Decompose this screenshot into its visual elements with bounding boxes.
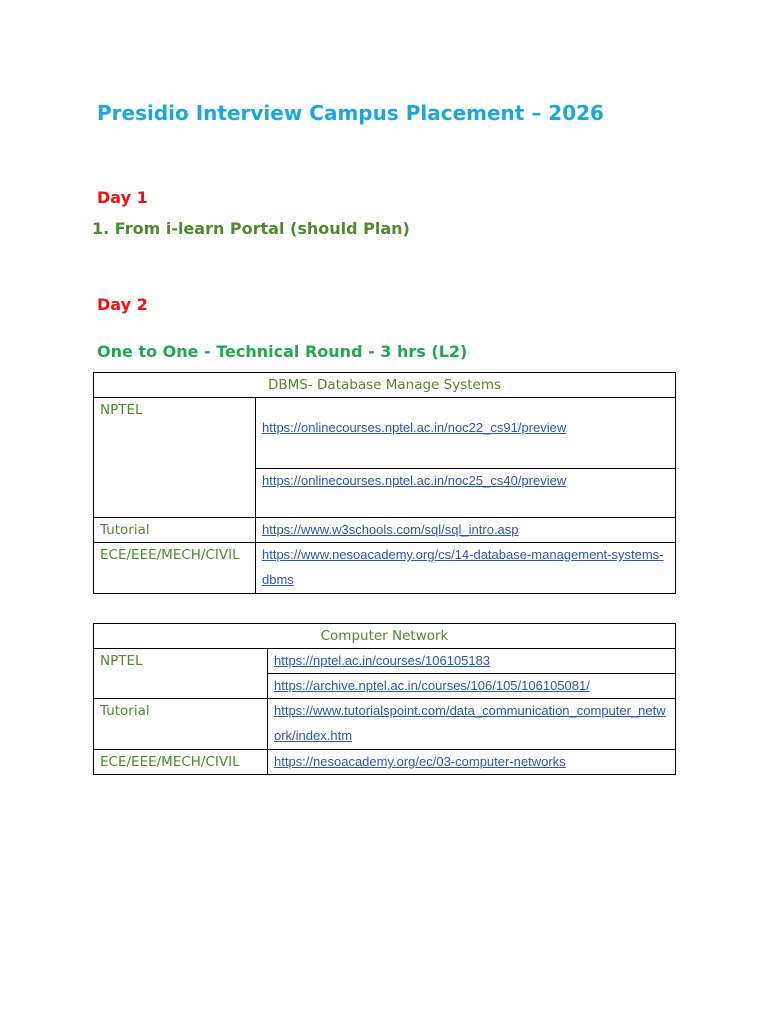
dbms-tutorial-link[interactable]: https://www.w3schools.com/sql/sql_intro.asp [262, 522, 519, 537]
day2-label: Day 2 [97, 295, 148, 314]
cn-nptel-link-2[interactable]: https://archive.nptel.ac.in/courses/106/105/106105081/ [274, 678, 590, 693]
day1-label: Day 1 [97, 188, 148, 207]
dbms-nptel-link-2[interactable]: https://onlinecourses.nptel.ac.in/noc25_cs40/preview [262, 473, 567, 488]
cn-tutorial-link[interactable]: https://www.tutorialspoint.com/data_communication_computer_network/index.htm [274, 703, 666, 743]
cn-table-caption: Computer Network [94, 624, 676, 649]
dbms-tutorial-cell [256, 518, 676, 543]
page-title: Presidio Interview Campus Placement – 2026 [97, 101, 604, 125]
dbms-branch-label: ECE/EEE/MECH/CIVIL [94, 543, 256, 594]
cn-nptel-cell-2 [268, 674, 676, 699]
cn-nptel-cell-1 [268, 649, 676, 674]
day1-item: 1. From i-learn Portal (should Plan) [92, 219, 410, 238]
cn-tutorial-cell [268, 699, 676, 750]
dbms-branch-link[interactable]: https://www.nesoacademy.org/cs/14-database-management-systems-dbms [262, 547, 664, 587]
cn-branch-cell [268, 750, 676, 775]
dbms-nptel-cell-2 [256, 469, 676, 518]
cn-nptel-link-1[interactable]: https://nptel.ac.in/courses/106105183 [274, 653, 491, 668]
cn-table [93, 623, 676, 775]
day2-subtitle: One to One - Technical Round - 3 hrs (L2) [97, 342, 468, 361]
dbms-nptel-link-1[interactable]: https://onlinecourses.nptel.ac.in/noc22_cs91/preview [262, 420, 567, 435]
dbms-nptel-cell-1 [256, 398, 676, 469]
dbms-table [93, 372, 676, 594]
dbms-tutorial-label: Tutorial [94, 518, 256, 543]
dbms-nptel-label: NPTEL [94, 398, 256, 518]
cn-tutorial-label: Tutorial [94, 699, 268, 750]
dbms-branch-cell [256, 543, 676, 594]
cn-branch-label: ECE/EEE/MECH/CIVIL [94, 750, 268, 775]
dbms-table-caption: DBMS- Database Manage Systems [94, 373, 676, 398]
cn-nptel-label: NPTEL [94, 649, 268, 699]
cn-branch-link[interactable]: https://nesoacademy.org/ec/03-computer-networks [274, 754, 566, 769]
